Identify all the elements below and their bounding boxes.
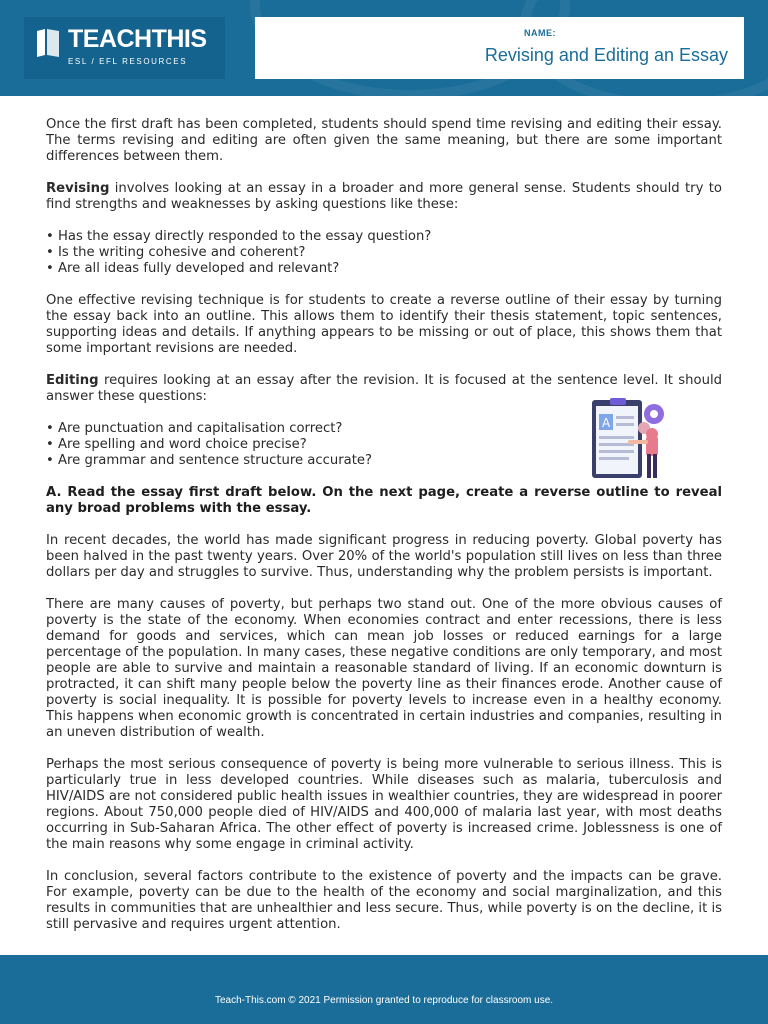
essay-paragraph: There are many causes of poverty, but perhaps two stand out. One of the more obvious causes of poverty is the state of the economy. When economies contract and enter recessions, there is less demand for goods and services, which can mean job losses or reduced earnings for a large percentage of the population. In many cases, these negative conditions are only temporary, and most people are able to survive and maintain a reasonable standard of living. If an economic downturn is protracted, it can shift many people below the poverty line as their finances erode. Another cause of poverty is social inequality. It is possible for poverty levels to increase even in a healthy economy. This happens when economic growth is concentrated in certain industries and companies, resulting in an uneven distribution of wealth.	[46, 597, 722, 740]
logo-subtitle: ESL / EFL RESOURCES	[68, 57, 188, 66]
name-box	[255, 17, 744, 79]
revising-text: involves looking at an essay in a broader and more general sense. Students should try to find strengths and weaknesses by asking questions like these:	[46, 181, 722, 212]
footer-band	[0, 955, 768, 1024]
book-icon	[35, 27, 61, 59]
editing-text: requires looking at an essay after the revision. It is focused at the sentence level. It should answer these questions:	[46, 373, 722, 404]
logo-title: TEACHTHIS	[68, 25, 207, 53]
editing-term: Editing	[46, 373, 99, 388]
footer-copyright: Teach-This.com © 2021 Permission granted to reproduce for classroom use.	[214, 995, 554, 1006]
name-label: NAME:	[524, 28, 556, 38]
list-item: • Are grammar and sentence structure accurate?	[46, 453, 722, 469]
essay-paragraph: In recent decades, the world has made significant progress in reducing poverty. Global poverty has been halved in the past twenty years. Over 20% of the world's population still lives on less than three dollars per day and struggles to survive. Thus, understanding why the problem persists is important.	[46, 533, 722, 580]
revising-term: Revising	[46, 181, 110, 196]
logo	[24, 17, 225, 79]
list-item: • Are all ideas fully developed and relevant?	[46, 261, 722, 277]
list-item: • Are punctuation and capitalisation correct?	[46, 421, 722, 437]
revising-questions	[46, 229, 722, 277]
revising-technique-paragraph: One effective revising technique is for students to create a reverse outline of their essay by turning the essay back into an outline. This allows them to identify their thesis statement, topic sentences, supporting ideas and details. If anything appears to be missing or out of place, this shows them that some important revisions are needed.	[46, 293, 722, 356]
svg-text:A: A	[602, 416, 611, 430]
worksheet-title: Revising and Editing an Essay	[484, 45, 728, 65]
list-item: • Is the writing cohesive and coherent?	[46, 245, 722, 261]
header-band	[0, 0, 768, 96]
list-item: • Has the essay directly responded to the essay question?	[46, 229, 722, 245]
intro-paragraph: Once the first draft has been completed, students should spend time revising and editing their essay. The terms revising and editing are often given the same meaning, but there are some important differences between them.	[46, 117, 722, 164]
essay-paragraph: In conclusion, several factors contribute to the existence of poverty and the impacts can be grave. For example, poverty can be due to the health of the economy and social marginalization, and this results in communities that are unhealthier and less secure. Thus, while poverty is on the decline, it is still pervasive and requires urgent attention.	[46, 869, 722, 932]
essay-paragraph: Perhaps the most serious consequence of poverty is being more vulnerable to serious illness. This is particularly true in less developed countries. While diseases such as malaria, tuberculosis and HIV/AIDS are not considered public health issues in wealthier countries, they are widespread in poorer regions. About 750,000 people died of HIV/AIDS and 400,000 of malaria last year, with most deaths occurring in Sub-Saharan Africa. The other effect of poverty is increased crime. Joblessness is one of the main reasons why some engage in criminal activity.	[46, 757, 722, 852]
worksheet-body	[46, 117, 722, 949]
document-editing-illustration	[584, 398, 672, 484]
list-item: • Are spelling and word choice precise?	[46, 437, 722, 453]
task-instruction: A. Read the essay first draft below. On the next page, create a reverse outline to reveal any broad problems with the essay.	[46, 485, 722, 516]
revising-paragraph	[46, 181, 722, 213]
